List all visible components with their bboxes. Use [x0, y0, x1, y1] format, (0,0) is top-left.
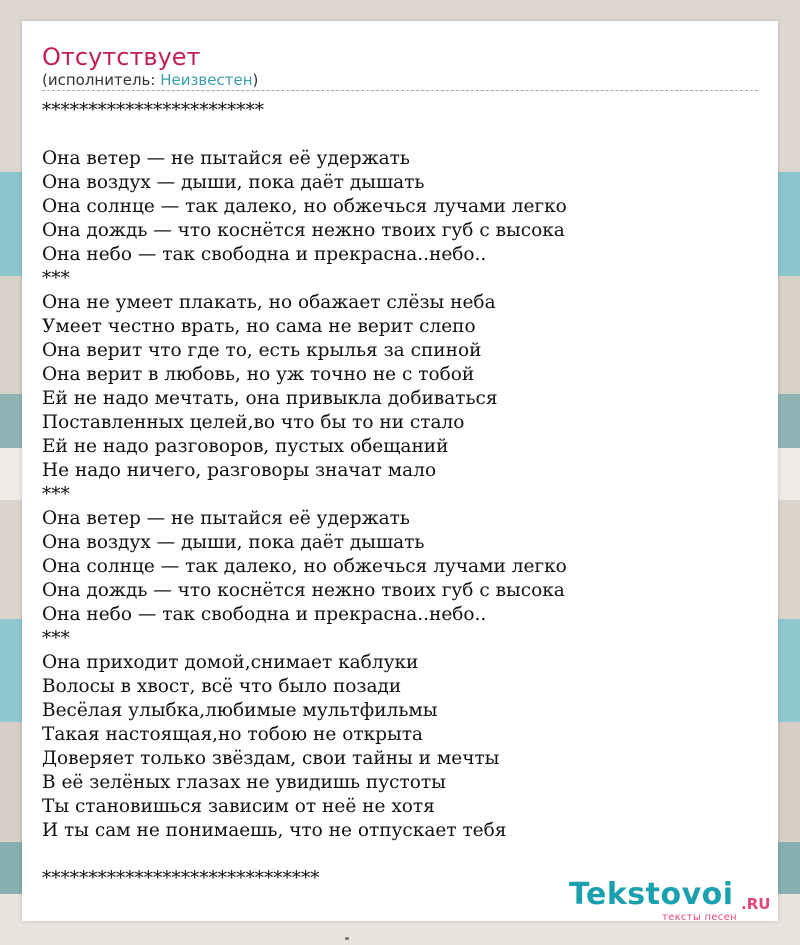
artist-suffix: ) [252, 71, 259, 89]
lyrics-line: Не надо ничего, разговоры значат мало [42, 460, 437, 481]
lyrics-line: Она ветер — не пытайся её удержать [42, 508, 410, 529]
lyrics-line: Волосы в хвост, всё что было позади [42, 676, 402, 697]
lyrics-line: Она верит что где то, есть крылья за спиной [42, 340, 482, 361]
decorative-dot [345, 937, 349, 940]
lyrics-line [42, 843, 758, 867]
lyrics-line: Такая настоящая,но тобою не открыта [42, 724, 423, 745]
lyrics-line: Умеет честно врать, но сама не верит слепо [42, 316, 476, 337]
lyrics-line: *** [42, 484, 70, 505]
lyrics-line: И ты сам не понимаешь, что не отпускает тебя [42, 820, 507, 841]
lyrics-line: Она небо — так свободна и прекрасна..небо.. [42, 244, 487, 265]
lyrics-line: Весёлая улыбка,любимые мультфильмы [42, 700, 438, 721]
lyrics-line: Поставленных целей,во что бы то ни стало [42, 412, 465, 433]
lyrics-line: Доверяет только звёздам, свои тайны и мечты [42, 748, 500, 769]
lyrics-line: Она воздух — дыши, пока даёт дышать [42, 532, 425, 553]
lyrics-line [42, 123, 758, 147]
lyrics-line: В её зелёных глазах не увидишь пустоты [42, 772, 446, 793]
lyrics-line: Она солнце — так далеко, но обжечься лучами легко [42, 556, 567, 577]
artist-line [42, 71, 258, 89]
lyrics-line: Она солнце — так далеко, но обжечься лучами легко [42, 196, 567, 217]
lyrics-text [42, 99, 758, 891]
logo-tagline: тексты песен [662, 912, 737, 923]
lyrics-line: Она дождь — что коснётся нежно твоих губ с высока [42, 220, 565, 241]
lyrics-line: Она небо — так свободна и прекрасна..небо.. [42, 604, 487, 625]
artist-link[interactable]: Неизвестен [160, 71, 253, 89]
lyrics-line: Она дождь — что коснётся нежно твоих губ с высока [42, 580, 565, 601]
lyrics-line: Ей не надо разговоров, пустых обещаний [42, 436, 449, 457]
lyrics-line: Она верит в любовь, но уж точно не с тобой [42, 364, 475, 385]
lyrics-line: *** [42, 268, 70, 289]
lyrics-line: Ей не надо мечтать, она привыкла добиваться [42, 388, 498, 409]
title-divider [42, 90, 758, 91]
lyrics-card [22, 21, 778, 921]
lyrics-line: Она воздух — дыши, пока даёт дышать [42, 172, 425, 193]
song-title: Отсутствует [42, 43, 201, 71]
logo-name: Tekstovoi [569, 877, 734, 912]
artist-prefix: (исполнитель: [42, 71, 161, 89]
lyrics-line: Она ветер — не пытайся её удержать [42, 148, 410, 169]
lyrics-line: Она не умеет плакать, но обажает слёзы неба [42, 292, 496, 313]
lyrics-line: Ты становишься зависим от неё не хотя [42, 796, 435, 817]
lyrics-line: Она приходит домой,снимает каблуки [42, 652, 419, 673]
lyrics-line: *** [42, 628, 70, 649]
lyrics-line: ************************ [42, 100, 264, 121]
site-logo[interactable] [569, 877, 779, 921]
lyrics-line: ****************************** [42, 868, 320, 889]
logo-tld: .RU [741, 895, 771, 913]
